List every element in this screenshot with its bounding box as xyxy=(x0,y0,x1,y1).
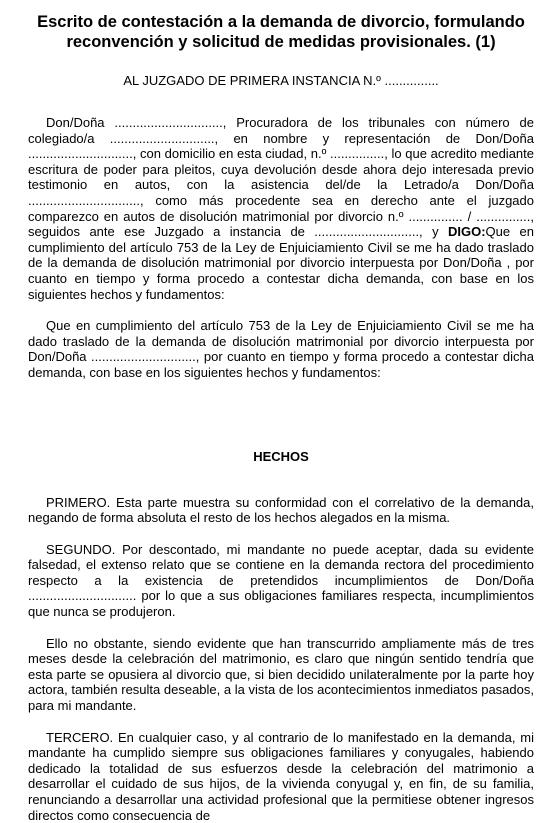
intro-text-end: Que en cumplimiento del artículo 753 de la Ley de Enjuiciamiento Civil se me ha dado traslado de la demanda de disolución matrimonial por divorcio interpuesta por Don/Doña , por cuanto en tiempo y forma procedo a contestar dicha demanda, con base en los siguientes hechos y fundamentos: xyxy=(28,224,534,302)
repeat-paragraph: Que en cumplimiento del artículo 753 de la Ley de Enjuiciamiento Civil se me ha dado traslado de la demanda de disolución matrimonial por divorcio interpuesta por Don/Doña ............................., por cuanto en tiempo y forma procedo a contestar dicha demanda, con base en los siguientes hechos y fundamentos: xyxy=(28,318,534,380)
paragraph-segundo: SEGUNDO. Por descontado, mi mandante no puede aceptar, dada su evidente falsedad, el extenso relato que se contiene en la demanda rectora del procedimiento respecto a la existencia de pretendidos incumplimientos de Don/Doña .............................. por lo que a sus obligaciones familiares respecta, incumplimientos que nunca se produjeron. xyxy=(28,541,534,620)
court-addressee: AL JUZGADO DE PRIMERA INSTANCIA N.º ............... xyxy=(123,73,439,88)
paragraph-ello-no-obstante: Ello no obstante, siendo evidente que han transcurrido ampliamente más de tres meses desde la celebración del matrimonio, es claro que ningún sentido tendría que esta parte se opusiera al divorcio que, si bien decidido unilateralmente por la parte hoy actora, también resulta deseable, a la vista de los acontecimientos inmediatos pasados, para mi mandante. xyxy=(28,635,534,714)
paragraph-tercero: TERCERO. En cualquier caso, y al contrario de lo manifestado en la demanda, mi mandante ha cumplido siempre sus obligaciones familiares y conyugales, habiendo dedicado la totalidad de sus esfuerzos desde la celebración del matrimonio a desarrollar el cuidado de sus hijos, de la vivienda conyugal y, en fin, de su familia, renunciando a desarrollar una actividad profesional que la permitiese obtener ingresos directos como consecuencia de xyxy=(28,729,534,823)
document-title: Escrito de contestación a la demanda de divorcio, formulando reconvención y solicitud de medidas provisionales. (1) xyxy=(37,13,525,51)
paragraph-primero: PRIMERO. Esta parte muestra su conformidad con el correlativo de la demanda, negando de forma absoluta el resto de los hechos alegados en la misma. xyxy=(28,494,534,526)
document-page xyxy=(28,12,534,823)
intro-paragraph xyxy=(28,115,534,302)
intro-text-start: Don/Doña .............................., Procuradora de los tribunales con número de colegiado/a ............................., en nombre y representación de Don/Doña ............................., con domicilio en esta ciudad, n.º ..............., lo que acredito mediante escritura de poder para pleitos, cuya devolución desde ahora dejo interesada previo testimonio en autos, con la asistencia del/de la Letrado/a Don/Doña ..............................., como más procedente sea en derecho ante el juzgado comparezco en autos de disolución matrimonial por divorcio n.º ............... / ..............., seguidos ante ese Juzgado a instancia de ............................., y xyxy=(28,115,534,240)
section-heading-hechos: HECHOS xyxy=(253,448,309,464)
digo-keyword: DIGO: xyxy=(447,224,486,240)
